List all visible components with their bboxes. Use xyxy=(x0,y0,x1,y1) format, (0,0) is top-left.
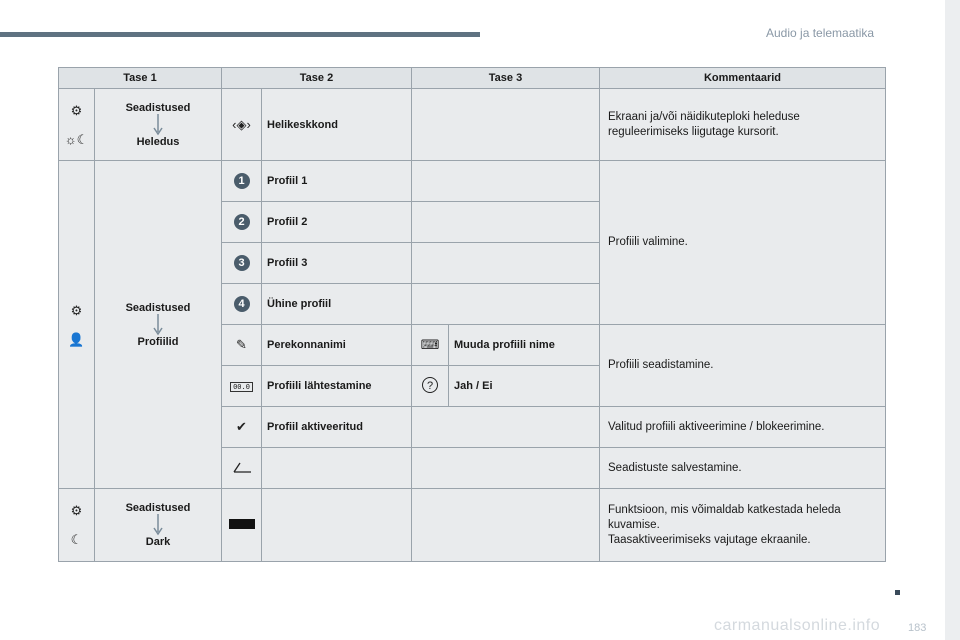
moon-icon: ☾ xyxy=(70,532,83,547)
level2-label: Helikeskkond xyxy=(262,89,412,161)
level2-icon-cell xyxy=(222,284,262,325)
slider-icon: ‹◈› xyxy=(232,116,251,132)
level3-empty xyxy=(412,89,600,161)
level2-label: Profiil 2 xyxy=(262,202,412,243)
level3-label: Jah / Ei xyxy=(449,366,600,407)
level3-empty xyxy=(412,161,600,202)
page-marker xyxy=(895,590,900,595)
level2-icon-cell xyxy=(222,489,262,562)
arrow-down-icon xyxy=(153,514,163,536)
level3-empty xyxy=(412,448,600,489)
level2-label: Perekonnanimi xyxy=(262,325,412,366)
level1-label xyxy=(95,489,222,562)
level3-empty xyxy=(412,243,600,284)
level2-icon-cell xyxy=(222,407,262,448)
level2-icon-cell xyxy=(222,448,262,489)
black-screen-icon xyxy=(229,519,255,529)
settings-table xyxy=(58,67,886,562)
side-strip xyxy=(945,0,960,640)
level2-icon-cell xyxy=(222,243,262,284)
level3-label: Muuda profiili nime xyxy=(449,325,600,366)
section-title: Audio ja telemaatika xyxy=(766,26,875,40)
column-header-level2: Tase 2 xyxy=(222,68,412,89)
profile-user-icon: 👤 xyxy=(68,331,85,347)
level3-empty xyxy=(412,489,600,562)
level2-label: Ühine profiil xyxy=(262,284,412,325)
level1-top-label: Seadistused xyxy=(125,502,191,514)
table-row xyxy=(59,489,886,562)
arrow-down-icon xyxy=(153,314,163,336)
level2-icon-cell xyxy=(222,89,262,161)
comment xyxy=(600,489,886,562)
number-badge-4: 4 xyxy=(234,296,250,312)
level1-top-label: Seadistused xyxy=(125,101,191,114)
level3-empty xyxy=(412,284,600,325)
level2-empty xyxy=(262,448,412,489)
level3-empty xyxy=(412,407,600,448)
level2-icon-cell xyxy=(222,325,262,366)
pencil-icon: ✎ xyxy=(236,337,247,352)
reset-counter-icon: 00.0 xyxy=(230,382,253,392)
level3-icon-cell xyxy=(412,366,449,407)
level2-empty xyxy=(262,489,412,562)
comment: Profiili valimine. xyxy=(600,161,886,325)
level1-bottom-label: Dark xyxy=(145,536,171,548)
brightness-icon: ☼☾ xyxy=(64,131,89,147)
back-arrow-icon xyxy=(231,460,253,474)
level1-bottom-label: Heledus xyxy=(136,135,180,148)
arrow-down-icon xyxy=(153,114,163,136)
level1-top-label: Seadistused xyxy=(125,301,191,314)
comment-line: Taasaktiveerimiseks vajutage ekraanile. xyxy=(608,533,811,546)
settings-gear-icon: ⚙ xyxy=(70,302,83,318)
comment: Profiili seadistamine. xyxy=(600,325,886,407)
checkmark-icon: ✔ xyxy=(236,419,247,434)
level2-label: Profiil 1 xyxy=(262,161,412,202)
question-circle-icon xyxy=(421,376,439,394)
level2-label: Profiil 3 xyxy=(262,243,412,284)
level1-icons xyxy=(59,89,95,161)
comment: Valitud profiili aktiveerimine / blokeerimine. xyxy=(600,407,886,448)
level2-icon-cell xyxy=(222,161,262,202)
level1-icons xyxy=(59,489,95,562)
level3-empty xyxy=(412,202,600,243)
level1-bottom-label: Profiilid xyxy=(137,335,179,348)
table-row xyxy=(59,161,886,202)
number-badge-2: 2 xyxy=(234,214,250,230)
level1-label xyxy=(95,161,222,489)
level1-label xyxy=(95,89,222,161)
column-header-level1: Tase 1 xyxy=(59,68,222,89)
number-badge-3: 3 xyxy=(234,255,250,271)
column-header-comments: Kommentaarid xyxy=(600,68,886,89)
settings-gear-icon: ⚙ xyxy=(70,503,83,518)
comment-line: Funktsioon, mis võimaldab katkestada heleda kuvamise. xyxy=(608,503,841,531)
level3-icon-cell xyxy=(412,325,449,366)
settings-gear-icon: ⚙ xyxy=(70,102,83,118)
comment: Seadistuste salvestamine. xyxy=(600,448,886,489)
svg-text:?: ? xyxy=(426,379,434,392)
header-bar xyxy=(0,32,480,37)
level2-label: Profiili lähtestamine xyxy=(262,366,412,407)
number-badge-1: 1 xyxy=(234,173,250,189)
page-number: 183 xyxy=(908,622,927,634)
table-header-row xyxy=(59,68,886,89)
watermark: carmanualsonline.info xyxy=(714,617,881,634)
level2-label: Profiil aktiveeritud xyxy=(262,407,412,448)
comment: Ekraani ja/või näidikuteploki heleduse reguleerimiseks liigutage kursorit. xyxy=(600,89,886,161)
table-row xyxy=(59,89,886,161)
level2-icon-cell xyxy=(222,202,262,243)
keypad-hand-icon: ⌨ xyxy=(420,337,440,352)
level1-icons xyxy=(59,161,95,489)
column-header-level3: Tase 3 xyxy=(412,68,600,89)
level2-icon-cell xyxy=(222,366,262,407)
